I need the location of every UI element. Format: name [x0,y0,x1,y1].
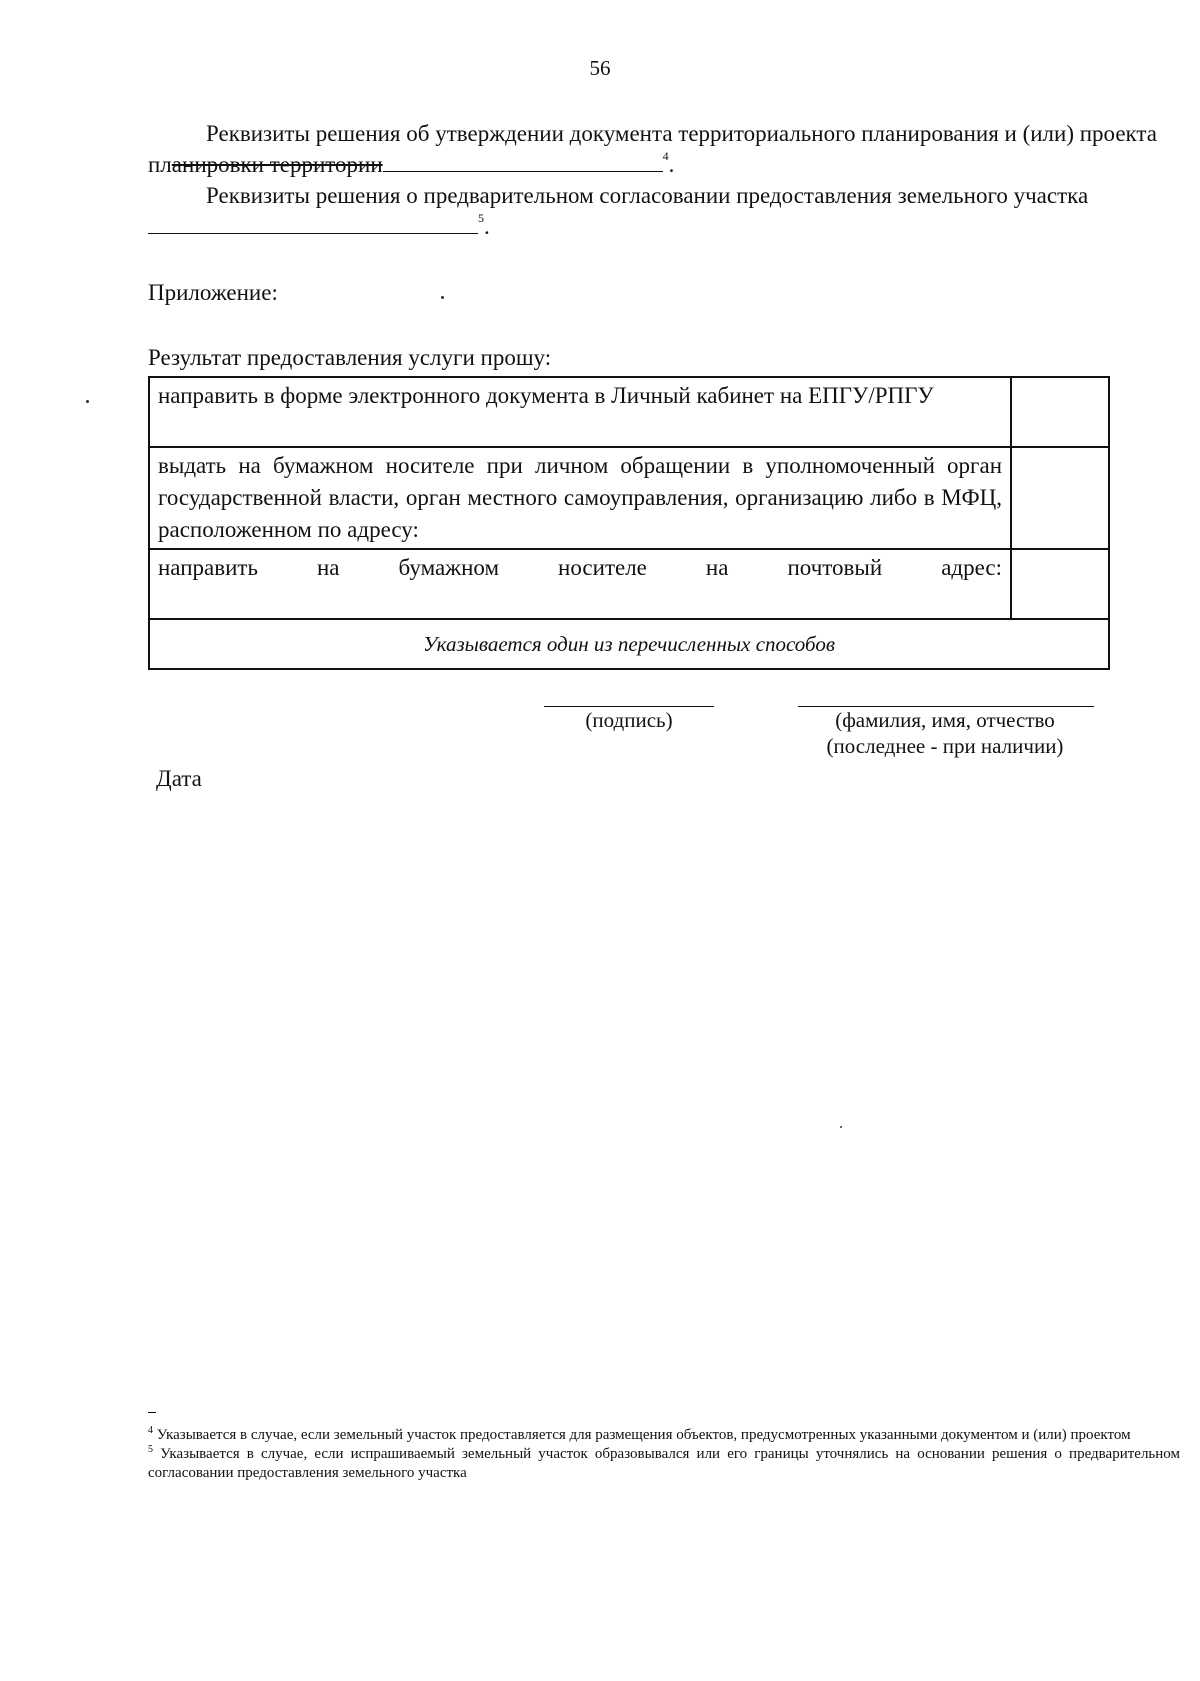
name-caption-2: (последнее - при наличии) [826,734,1064,758]
options-note: Указывается один из перечисленных способов [149,619,1109,669]
preliminary-approval-text: Реквизиты решения о предварительном согласовании предоставления земельного участка [206,183,1089,208]
option-electronic: направить в форме электронного документа в Личный кабинет на ЕПГУ/РПГУ [149,377,1011,447]
attachment-label: Приложение: [148,280,278,305]
result-options-table [148,376,1110,670]
option-row [149,447,1109,549]
option-in-person: выдать на бумажном носителе при личном обращении в уполномоченный орган государственной власти, орган местного самоуправления, организацию либо в МФЦ, расположенном по адресу: [149,447,1011,549]
date-label: Дата [156,766,202,791]
footnote-text: Указывается в случае, если испрашиваемый земельный участок образовывался или его границы уточнялись на основании решения о предварительном согласовании предоставления земельного участка [148,1446,1180,1481]
footnote-ref-4: 4 [662,149,669,163]
signature-caption: (подпись) [585,708,673,732]
footnote-5 [148,1445,1180,1483]
period: . [484,214,490,239]
result-label: Результат предоставления услуги прошу: [148,345,552,370]
option-row [149,377,1109,447]
option-in-person-checkbox[interactable] [1011,447,1109,549]
option-postal-checkbox[interactable] [1011,549,1109,619]
option-electronic-checkbox[interactable] [1011,377,1109,447]
option-postal: направить на бумажном носителе на почтовый адрес: [149,549,1011,619]
note-row [149,619,1109,669]
preliminary-approval-paragraph [148,180,1158,242]
preliminary-approval-blank[interactable] [148,215,478,234]
approval-decision-text: Реквизиты решения об утверждении документа территориального планирования и (или) проекта пл [148,121,1157,177]
approval-decision-blank[interactable] [383,153,663,172]
footnote-4 [148,1426,1180,1445]
struck-text: анировки территории [171,152,383,177]
period: . [668,152,675,177]
name-line[interactable] [798,706,1094,707]
option-row [149,549,1109,619]
footnote-number: 5 [148,1444,153,1455]
footnote-ref-5: 5 [478,211,484,225]
footnote-number: 4 [148,1425,153,1436]
footnote-separator [148,1412,156,1413]
signature-line[interactable] [544,706,714,707]
scan-speck [840,1126,842,1128]
footnotes [148,1426,1180,1483]
name-caption-1: (фамилия, имя, отчество [835,708,1055,732]
page-number: 56 [589,56,611,80]
footnote-text: Указывается в случае, если земельный участок предоставляется для размещения объектов, предусмотренных указанными документом и (или) проектом [156,1427,1131,1443]
scan-speck [441,296,444,299]
approval-decision-paragraph [148,118,1158,180]
scan-speck [86,400,89,403]
